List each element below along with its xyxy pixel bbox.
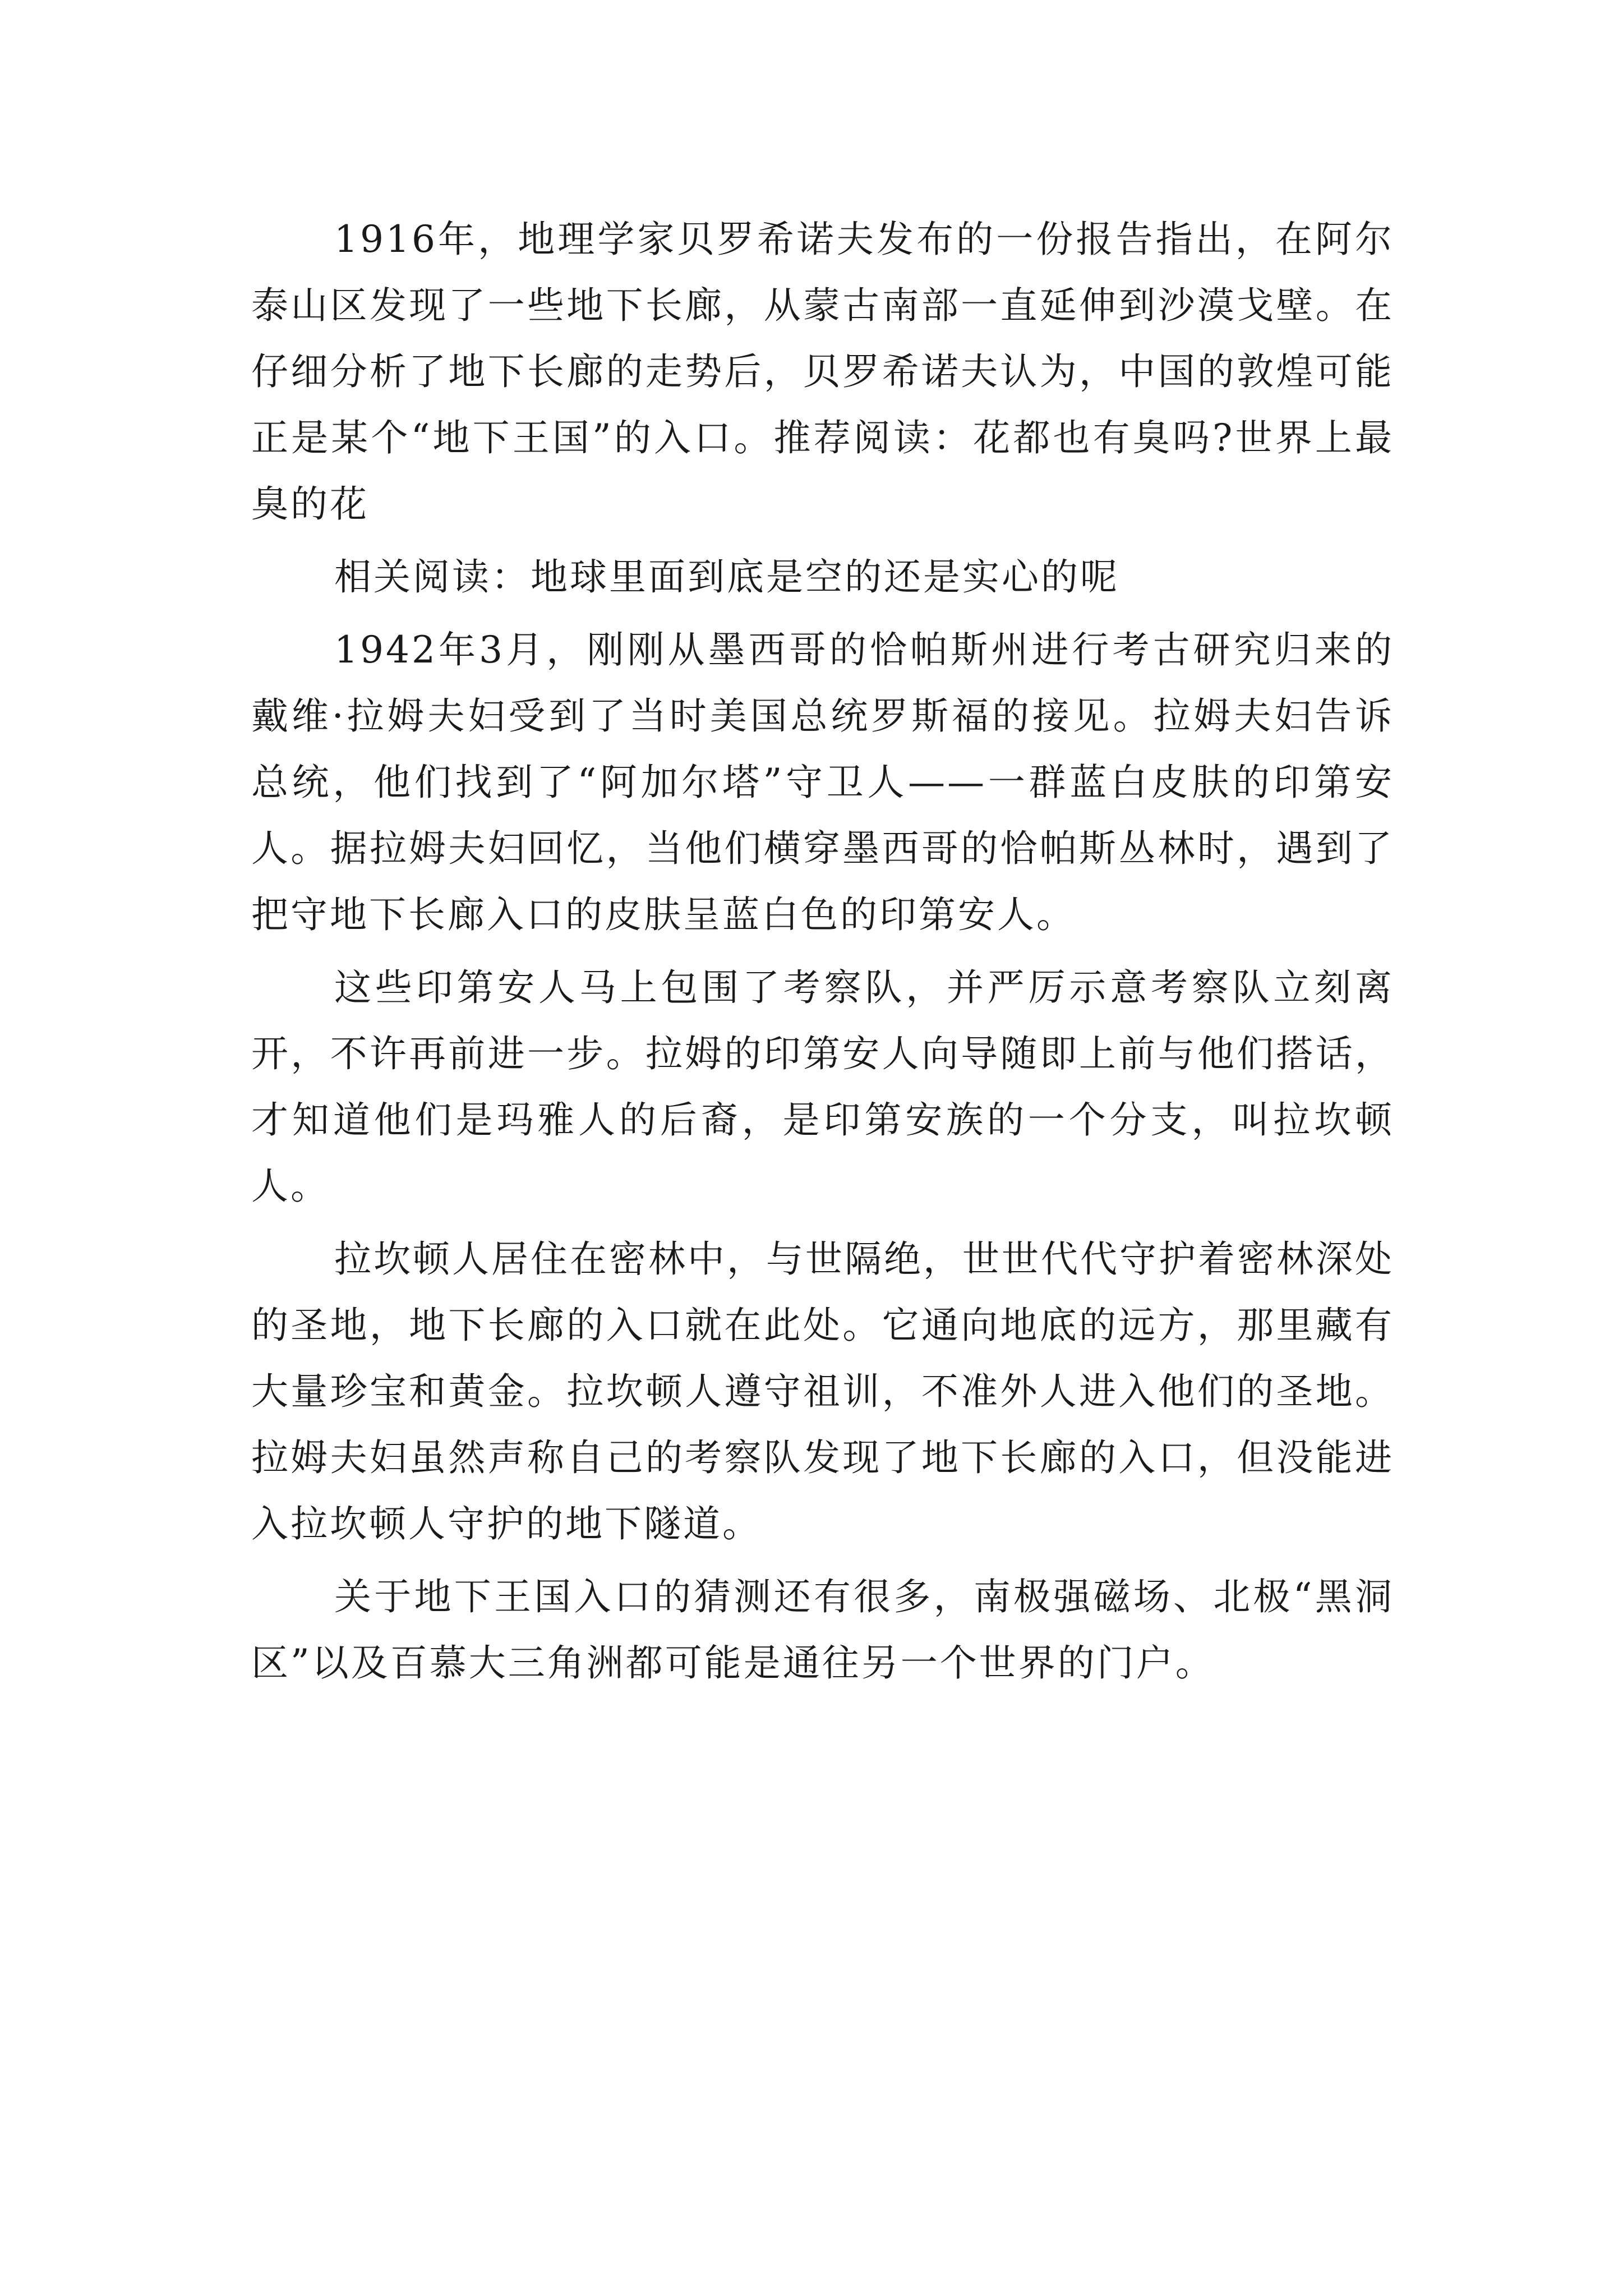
paragraph-indians-encircle: 这些印第安人马上包围了考察队，并严厉示意考察队立刻离开，不许再前进一步。拉姆的印第安人向导随即上前与他们搭话，才知道他们是玛雅人的后裔，是印第安族的一个分支，叫拉坎顿人。	[251, 966, 1394, 1208]
article-body	[251, 206, 1394, 1696]
paragraph-lacandon: 拉坎顿人居住在密林中，与世隔绝，世世代代守护着密林深处的圣地，地下长廊的入口就在此处。它通向地底的远方，那里藏有大量珍宝和黄金。拉坎顿人遵守祖训，不准外人进入他们的圣地。拉姆夫妇虽然声称自己的考察队发现了地下长廊的入口，但没能进入拉坎顿人守护的地下隧道。	[251, 1237, 1394, 1545]
paragraph-related-reading: 相关阅读：地球里面到底是空的还是实心的呢	[334, 555, 1119, 599]
paragraph-other-entrances: 关于地下王国入口的猜测还有很多，南极强磁场、北极“黑洞区”以及百慕大三角洲都可能是通往另一个世界的门户。	[251, 1575, 1394, 1685]
paragraph-lamb-couple: 1942年3月，刚刚从墨西哥的恰帕斯州进行考古研究归来的戴维·拉姆夫妇受到了当时美国总统罗斯福的接见。拉姆夫妇告诉总统，他们找到了“阿加尔塔”守卫人——一群蓝白皮肤的印第安人。据拉姆夫妇回忆，当他们横穿墨西哥的恰帕斯丛林时，遇到了把守地下长廊入口的皮肤呈蓝白色的印第安人。	[251, 628, 1394, 936]
paragraph-dunhuang: 1916年，地理学家贝罗希诺夫发布的一份报告指出，在阿尔泰山区发现了一些地下长廊，从蒙古南部一直延伸到沙漠戈壁。在仔细分析了地下长廊的走势后，贝罗希诺夫认为，中国的敦煌可能正是某个“地下王国”的入口。推荐阅读：花都也有臭吗?世界上最臭的花	[251, 218, 1394, 526]
